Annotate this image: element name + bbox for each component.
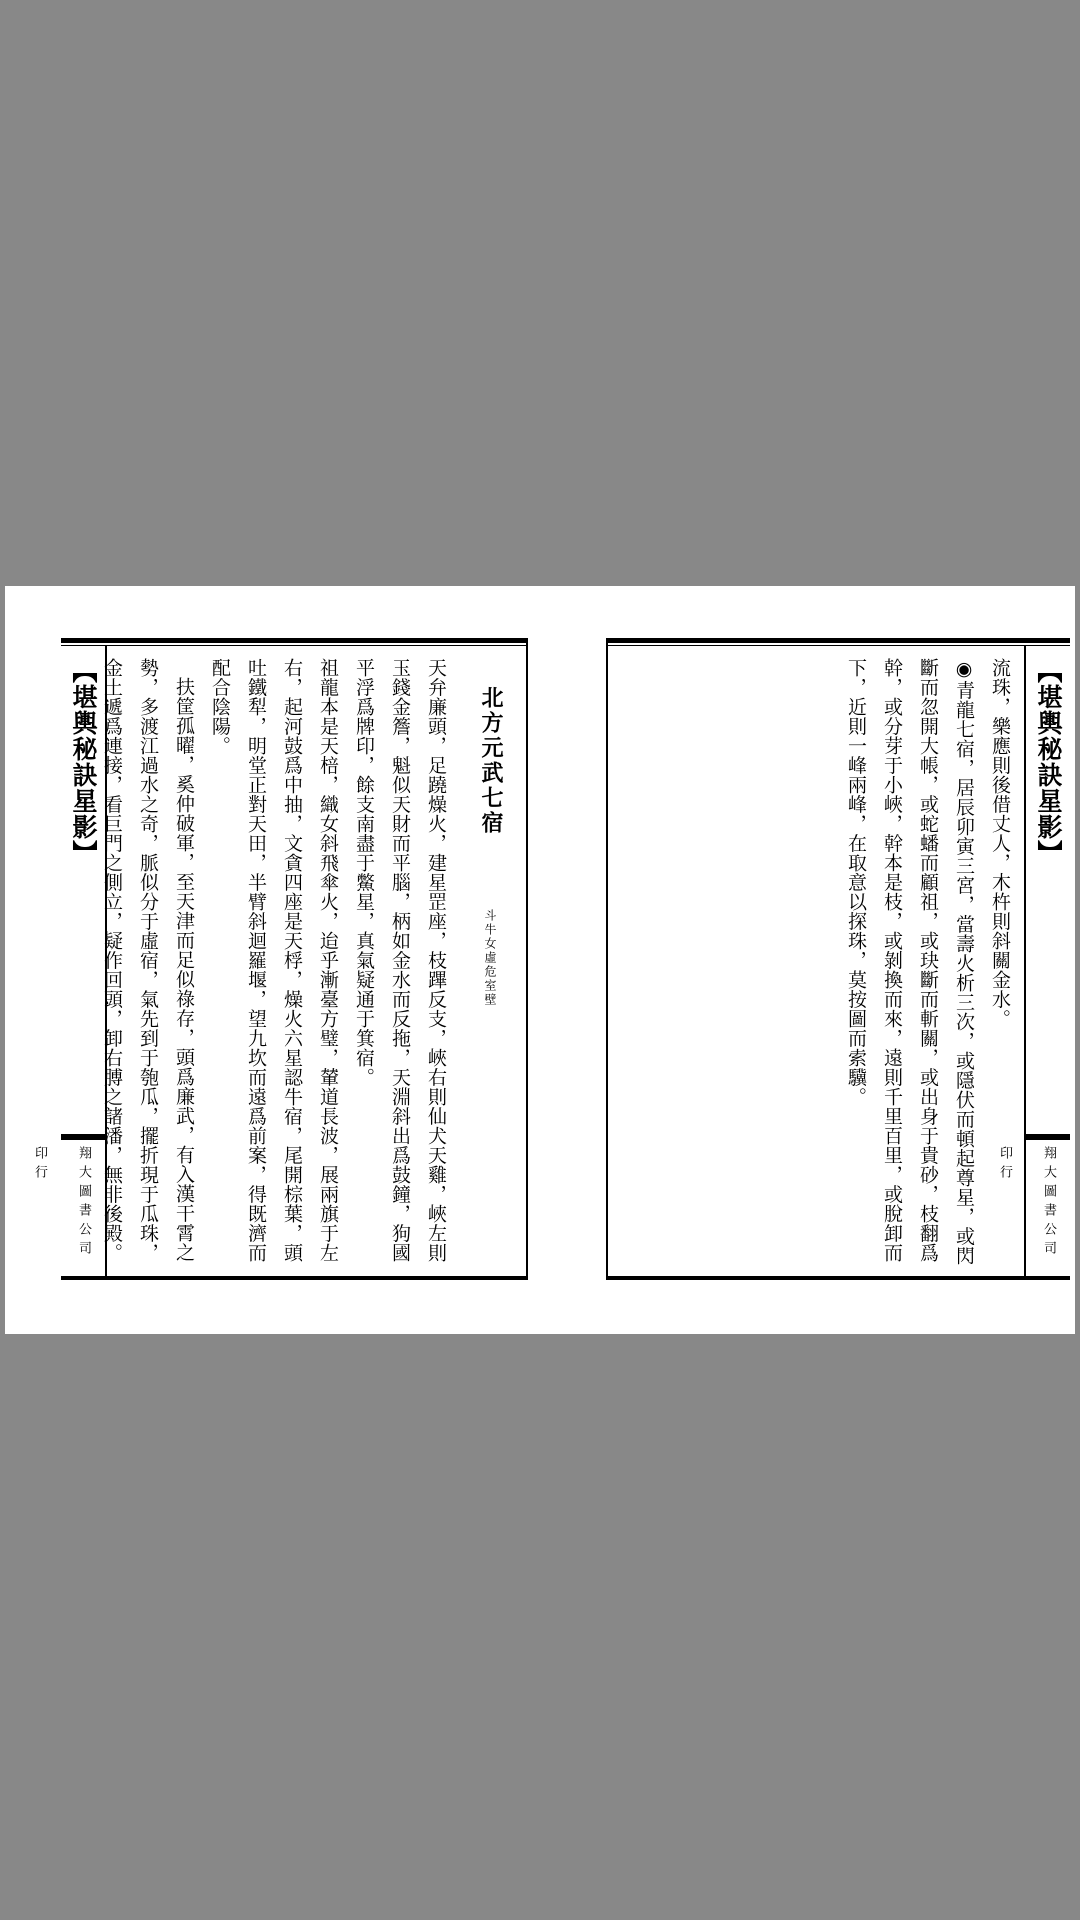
paragraph: ◉青龍七宿，居辰卯寅三宮，當壽火析三次，或隱伏而頓起尊星，或閃斷而忽開大帳，或蛇蟠而顧祖，或玦斷而斬關，或出身于貴砂，枝翻爲幹，或分芽于小峽，幹本是枝，或剝換而來，遠則千里百里，或脫卸而下，近則一峰兩峰，在取意以探珠，莫按圖而索驥。: [845, 658, 975, 1266]
right-text-body: [624, 658, 1018, 1268]
page-border-top: [606, 638, 1070, 643]
page-border-bottom: [61, 1276, 528, 1280]
page-border-top: [61, 638, 528, 643]
page-border-top-thin: [606, 645, 1070, 646]
paragraph: 扶筐孤曜，奚仲破軍，至天津而足似祿存，頭爲廉武，有入漢干霄之勢，多渡江過水之奇，脈似分于虛宿，氣先到于匏瓜，擺折現于瓜珠，金土遞爲連接，看巨門之側立，疑作回頭，卸右膊之諸潘，無非後殿。: [101, 658, 195, 1263]
publisher-imprint: 翔大圖書公司印行: [997, 1146, 1056, 1260]
section-subtitle: 斗牛女虛危室壁: [483, 908, 497, 1007]
left-text-body: [101, 658, 508, 1268]
right-page: [606, 638, 1070, 1280]
book-spread: [5, 586, 1075, 1334]
paragraph: 天弁廉頭，足蹺燥火，建星罡座，枝蹕反支，峽右則仙犬天雞，峽左則玉錢金簷，魁似天財而平腦，柄如金水而反拖，天淵斜出爲鼓鐘，狗國平浮爲牌印，餘支南盡于鱉星，真氣疑通于箕宿。: [353, 658, 447, 1263]
paragraph: 流珠，樂應則後借丈人，木杵則斜關金水。: [989, 658, 1011, 1029]
running-title: 【堪輿秘訣星影】: [1034, 658, 1063, 866]
section-title: 北方元武七宿: [478, 686, 503, 836]
paragraph: 祖龍本是天棓，織女斜飛傘火，迨乎漸臺方璧，輦道長波，展兩旗于左右，起河鼓爲中抽，文貪四座是天桴，燥火六星認牛宿，尾開棕葉，頭吐鐵犁，明堂正對天田，半臂斜迴羅堰，望九坎而遠爲前案，得既濟而配合陰陽。: [209, 658, 339, 1263]
publisher-imprint: 翔大圖書公司印行: [32, 1146, 91, 1260]
page-border-left: [606, 638, 608, 1280]
publisher-divider: [1026, 1134, 1070, 1140]
page-border-right: [526, 638, 528, 1280]
left-page: [32, 638, 528, 1280]
page-border-top-thin: [61, 645, 528, 646]
running-title: 【堪輿秘訣星影】: [69, 658, 98, 866]
page-border-bottom: [606, 1276, 1070, 1280]
